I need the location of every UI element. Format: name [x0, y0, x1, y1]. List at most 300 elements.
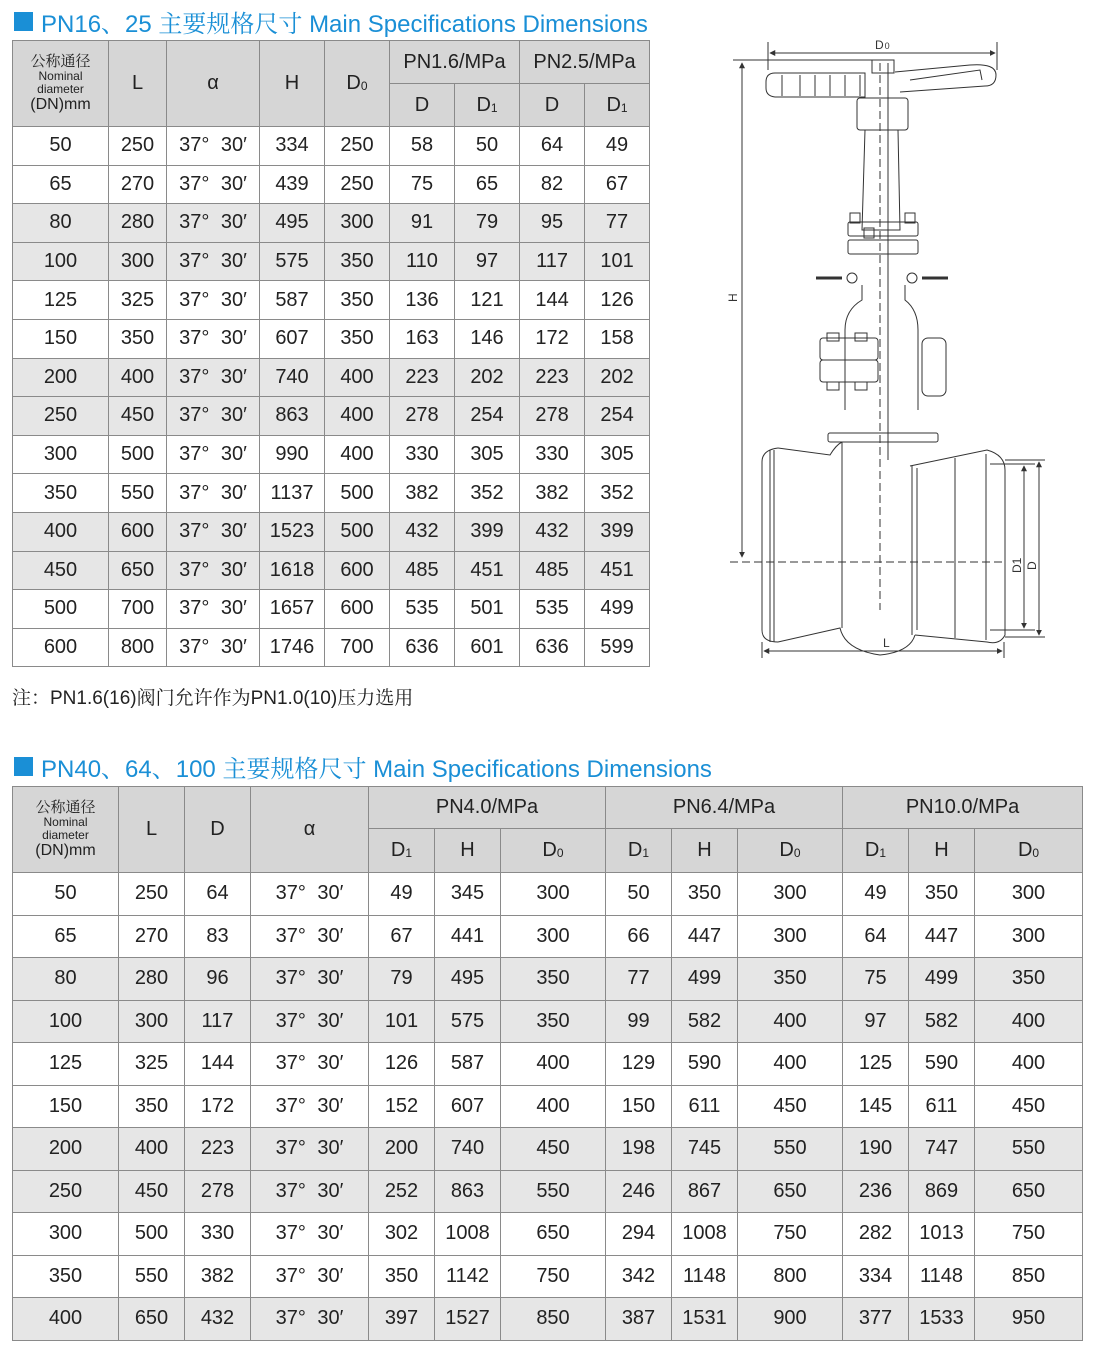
table-cell: 300	[119, 1000, 185, 1043]
table-cell: 350	[672, 873, 738, 916]
table-cell: 49	[843, 873, 909, 916]
table-cell: 850	[501, 1298, 606, 1341]
table-cell: 117	[520, 242, 585, 281]
table-cell: 280	[119, 958, 185, 1001]
footnote: 注：PN1.6(16)阀门允许作为PN1.0(10)压力选用	[12, 688, 414, 709]
table-cell: 37° 30′	[167, 474, 260, 513]
table-cell: 650	[975, 1170, 1083, 1213]
spec-table-pn40-64-100	[12, 786, 1083, 1341]
table-cell: 83	[185, 915, 251, 958]
table-row	[13, 628, 650, 667]
table-row	[13, 435, 650, 474]
table-cell: 67	[369, 915, 435, 958]
table-cell: 65	[455, 165, 520, 204]
table-cell: 125	[843, 1043, 909, 1086]
square-bullet-icon	[14, 757, 33, 776]
table-cell: 1618	[260, 551, 325, 590]
table-cell: 300	[975, 915, 1083, 958]
header-nominal-diameter: 公称通径 Nominal diameter (DN)mm	[13, 787, 119, 873]
table-cell: 37° 30′	[167, 435, 260, 474]
header-alpha: α	[167, 41, 260, 127]
table-cell: 100	[13, 1000, 119, 1043]
table-cell: 451	[455, 551, 520, 590]
table-cell: 75	[843, 958, 909, 1001]
table-cell: 294	[606, 1213, 672, 1256]
table-cell: 400	[501, 1043, 606, 1086]
table-cell: 150	[13, 1085, 119, 1128]
table-cell: 37° 30′	[251, 1085, 369, 1128]
table-cell: 590	[672, 1043, 738, 1086]
table-cell: 350	[325, 242, 390, 281]
gate-valve-diagram	[700, 30, 1100, 670]
table-cell: 223	[185, 1128, 251, 1171]
table-row	[13, 1298, 1083, 1341]
table-cell: 397	[369, 1298, 435, 1341]
table-row	[13, 319, 650, 358]
table-cell: 400	[325, 435, 390, 474]
header-group-pn1-6: PN1.6/MPa	[390, 41, 520, 84]
table-cell: 65	[13, 915, 119, 958]
table-cell: 150	[606, 1085, 672, 1128]
table-cell: 500	[325, 512, 390, 551]
table-cell: 700	[109, 590, 167, 629]
table-cell: 37° 30′	[167, 204, 260, 243]
table-cell: 334	[260, 127, 325, 166]
table-row	[13, 474, 650, 513]
table-cell: 129	[606, 1043, 672, 1086]
header-pn25-D1: $D_1$	[585, 84, 650, 127]
table-row	[13, 1213, 1083, 1256]
table-cell: 611	[909, 1085, 975, 1128]
table-cell: 101	[369, 1000, 435, 1043]
table-cell: 37° 30′	[167, 127, 260, 166]
table-cell: 447	[672, 915, 738, 958]
table-cell: 500	[325, 474, 390, 513]
table-cell: 582	[909, 1000, 975, 1043]
table-row	[13, 242, 650, 281]
table-cell: 254	[585, 397, 650, 436]
table-cell: 850	[975, 1255, 1083, 1298]
section-title-pn40-64-100	[14, 749, 712, 784]
table-cell: 550	[501, 1170, 606, 1213]
table-row	[13, 1170, 1083, 1213]
table-cell: 700	[325, 628, 390, 667]
table-cell: 66	[606, 915, 672, 958]
table-cell: 250	[325, 127, 390, 166]
table-cell: 126	[585, 281, 650, 320]
table-cell: 350	[119, 1085, 185, 1128]
table-cell: 550	[109, 474, 167, 513]
table-cell: 200	[13, 358, 109, 397]
table-cell: 280	[109, 204, 167, 243]
table-cell: 382	[185, 1255, 251, 1298]
section-title-text: PN16、25 主要规格尺寸 Main Specifications Dimensions	[41, 11, 648, 38]
table-cell: 125	[13, 281, 109, 320]
table-cell: 747	[909, 1128, 975, 1171]
table-cell: 67	[585, 165, 650, 204]
table-cell: 334	[843, 1255, 909, 1298]
table-cell: 300	[975, 873, 1083, 916]
table-cell: 330	[390, 435, 455, 474]
table-cell: 600	[13, 628, 109, 667]
table-cell: 450	[13, 551, 109, 590]
table-cell: 236	[843, 1170, 909, 1213]
table-cell: 1531	[672, 1298, 738, 1341]
table-cell: 650	[738, 1170, 843, 1213]
table-row	[13, 1255, 1083, 1298]
table-cell: 485	[520, 551, 585, 590]
header-L: L	[109, 41, 167, 127]
section-title-text: PN40、64、100 主要规格尺寸 Main Specifications Dimensions	[41, 756, 712, 783]
label-D: D	[1025, 561, 1039, 570]
table-cell: 330	[185, 1213, 251, 1256]
table-row	[13, 1043, 1083, 1086]
table-cell: 575	[260, 242, 325, 281]
table-cell: 350	[501, 1000, 606, 1043]
valve-body	[730, 285, 1005, 655]
table-cell: 37° 30′	[167, 165, 260, 204]
table-cell: 450	[119, 1170, 185, 1213]
header-pn40-D0: $D_0$	[501, 829, 606, 873]
table-row	[13, 127, 650, 166]
table-cell: 80	[13, 958, 119, 1001]
table-cell: 352	[455, 474, 520, 513]
table-cell: 750	[975, 1213, 1083, 1256]
table-cell: 37° 30′	[251, 1043, 369, 1086]
table-cell: 800	[738, 1255, 843, 1298]
header-alpha: α	[251, 787, 369, 873]
header-pn64-D1: $D_1$	[606, 829, 672, 873]
header-H: H	[260, 41, 325, 127]
table-cell: 37° 30′	[167, 628, 260, 667]
table-cell: 382	[390, 474, 455, 513]
table-cell: 97	[843, 1000, 909, 1043]
table-cell: 223	[390, 358, 455, 397]
table-cell: 250	[13, 1170, 119, 1213]
table-cell: 607	[260, 319, 325, 358]
table-cell: 450	[738, 1085, 843, 1128]
table-cell: 500	[13, 590, 109, 629]
table-cell: 1137	[260, 474, 325, 513]
table-cell: 350	[501, 958, 606, 1001]
header-pn25-D: D	[520, 84, 585, 127]
table-cell: 146	[455, 319, 520, 358]
table-cell: 382	[520, 474, 585, 513]
table-cell: 740	[260, 358, 325, 397]
table-cell: 254	[455, 397, 520, 436]
table-cell: 37° 30′	[251, 958, 369, 1001]
table-cell: 350	[325, 281, 390, 320]
table-cell: 305	[585, 435, 650, 474]
table-cell: 342	[606, 1255, 672, 1298]
table-cell: 447	[909, 915, 975, 958]
table-cell: 432	[185, 1298, 251, 1341]
table-cell: 97	[455, 242, 520, 281]
table-cell: 1148	[672, 1255, 738, 1298]
table-cell: 305	[455, 435, 520, 474]
table-cell: 117	[185, 1000, 251, 1043]
table-cell: 37° 30′	[251, 1213, 369, 1256]
table-cell: 270	[119, 915, 185, 958]
table-cell: 350	[325, 319, 390, 358]
table-cell: 121	[455, 281, 520, 320]
table-row	[13, 1000, 1083, 1043]
table-cell: 500	[109, 435, 167, 474]
table-cell: 869	[909, 1170, 975, 1213]
square-bullet-icon	[14, 12, 33, 31]
table-cell: 37° 30′	[251, 1298, 369, 1341]
table-cell: 37° 30′	[167, 512, 260, 551]
table-cell: 867	[672, 1170, 738, 1213]
dimension-H	[726, 60, 880, 557]
table-cell: 163	[390, 319, 455, 358]
table-cell: 400	[119, 1128, 185, 1171]
table-row	[13, 1085, 1083, 1128]
table-cell: 750	[501, 1255, 606, 1298]
table-cell: 223	[520, 358, 585, 397]
table-cell: 64	[185, 873, 251, 916]
table-cell: 590	[909, 1043, 975, 1086]
header-pn40-D1: $D_1$	[369, 829, 435, 873]
table-cell: 501	[455, 590, 520, 629]
table-cell: 499	[672, 958, 738, 1001]
table-cell: 91	[390, 204, 455, 243]
table-cell: 350	[369, 1255, 435, 1298]
table-row	[13, 165, 650, 204]
table-cell: 95	[520, 204, 585, 243]
table-row	[13, 204, 650, 243]
header-L: L	[119, 787, 185, 873]
table-row	[13, 590, 650, 629]
bonnet-flange	[816, 213, 948, 283]
yoke	[857, 63, 908, 610]
table-row	[13, 1128, 1083, 1171]
table-cell: 495	[435, 958, 501, 1001]
table-cell: 278	[185, 1170, 251, 1213]
table-cell: 599	[585, 628, 650, 667]
table-cell: 450	[109, 397, 167, 436]
table-cell: 125	[13, 1043, 119, 1086]
table-cell: 350	[975, 958, 1083, 1001]
table-cell: 377	[843, 1298, 909, 1341]
table-row	[13, 873, 1083, 916]
header-D: D	[185, 787, 251, 873]
table-cell: 345	[435, 873, 501, 916]
table-cell: 246	[606, 1170, 672, 1213]
header-group-pn4-0: PN4.0/MPa	[369, 787, 606, 829]
header-pn16-D: D	[390, 84, 455, 127]
table-cell: 50	[13, 873, 119, 916]
table-cell: 450	[975, 1085, 1083, 1128]
table-cell: 441	[435, 915, 501, 958]
table-cell: 399	[585, 512, 650, 551]
table-cell: 650	[501, 1213, 606, 1256]
table-cell: 400	[738, 1000, 843, 1043]
table-cell: 800	[109, 628, 167, 667]
table-cell: 82	[520, 165, 585, 204]
table-row	[13, 397, 650, 436]
table-cell: 450	[501, 1128, 606, 1171]
table-cell: 158	[585, 319, 650, 358]
table-cell: 37° 30′	[167, 590, 260, 629]
table-cell: 49	[585, 127, 650, 166]
section-title-pn16-25	[14, 4, 648, 39]
table-cell: 400	[738, 1043, 843, 1086]
table-cell: 96	[185, 958, 251, 1001]
table-cell: 1533	[909, 1298, 975, 1341]
table-cell: 58	[390, 127, 455, 166]
table-cell: 550	[119, 1255, 185, 1298]
table-cell: 863	[435, 1170, 501, 1213]
table-cell: 300	[738, 873, 843, 916]
handwheel	[766, 60, 996, 97]
table-cell: 37° 30′	[251, 1170, 369, 1213]
table-cell: 485	[390, 551, 455, 590]
table-cell: 172	[520, 319, 585, 358]
table-cell: 300	[738, 915, 843, 958]
table-cell: 300	[501, 915, 606, 958]
table-cell: 37° 30′	[251, 915, 369, 958]
header-pn16-D1: $D_1$	[455, 84, 520, 127]
table-cell: 1523	[260, 512, 325, 551]
table-cell: 535	[390, 590, 455, 629]
header-pn40-H: H	[435, 829, 501, 873]
table-cell: 650	[109, 551, 167, 590]
table-cell: 432	[520, 512, 585, 551]
table-cell: 863	[260, 397, 325, 436]
table-cell: 198	[606, 1128, 672, 1171]
table-cell: 387	[606, 1298, 672, 1341]
table-cell: 145	[843, 1085, 909, 1128]
table-cell: 607	[435, 1085, 501, 1128]
table-cell: 325	[119, 1043, 185, 1086]
table-cell: 611	[672, 1085, 738, 1128]
table-row	[13, 512, 650, 551]
table-cell: 400	[501, 1085, 606, 1128]
table-cell: 152	[369, 1085, 435, 1128]
header-group-pn2-5: PN2.5/MPa	[520, 41, 650, 84]
table-cell: 77	[585, 204, 650, 243]
header-pn100-D0: $D_0$	[975, 829, 1083, 873]
table-cell: 499	[909, 958, 975, 1001]
table-cell: 37° 30′	[251, 1128, 369, 1171]
table-cell: 550	[975, 1128, 1083, 1171]
table-cell: 1657	[260, 590, 325, 629]
table-cell: 495	[260, 204, 325, 243]
table-cell: 352	[585, 474, 650, 513]
table-cell: 37° 30′	[167, 551, 260, 590]
table-cell: 601	[455, 628, 520, 667]
table-cell: 432	[390, 512, 455, 551]
table-row	[13, 358, 650, 397]
label-D0: D0	[875, 38, 890, 52]
table-cell: 202	[455, 358, 520, 397]
table-cell: 575	[435, 1000, 501, 1043]
table-cell: 300	[109, 242, 167, 281]
table-row	[13, 551, 650, 590]
label-L: L	[883, 636, 890, 650]
table-cell: 64	[520, 127, 585, 166]
table-cell: 1008	[672, 1213, 738, 1256]
table-cell: 1527	[435, 1298, 501, 1341]
label-D1: D1	[1010, 557, 1024, 573]
table-cell: 79	[369, 958, 435, 1001]
table-cell: 300	[13, 435, 109, 474]
table-cell: 636	[390, 628, 455, 667]
header-pn100-H: H	[909, 829, 975, 873]
table-cell: 350	[13, 1255, 119, 1298]
table-cell: 950	[975, 1298, 1083, 1341]
table-cell: 101	[585, 242, 650, 281]
table-cell: 587	[260, 281, 325, 320]
table-cell: 600	[325, 551, 390, 590]
table-cell: 400	[325, 358, 390, 397]
table-cell: 80	[13, 204, 109, 243]
table-cell: 50	[455, 127, 520, 166]
table-cell: 745	[672, 1128, 738, 1171]
table-cell: 100	[13, 242, 109, 281]
table-cell: 99	[606, 1000, 672, 1043]
table-cell: 278	[520, 397, 585, 436]
table-cell: 37° 30′	[167, 242, 260, 281]
table-cell: 250	[13, 397, 109, 436]
table-cell: 252	[369, 1170, 435, 1213]
table-cell: 350	[13, 474, 109, 513]
table-cell: 64	[843, 915, 909, 958]
table-cell: 126	[369, 1043, 435, 1086]
table-cell: 451	[585, 551, 650, 590]
table-cell: 500	[119, 1213, 185, 1256]
table-cell: 202	[585, 358, 650, 397]
table-cell: 300	[13, 1213, 119, 1256]
table-cell: 740	[435, 1128, 501, 1171]
table-cell: 400	[975, 1000, 1083, 1043]
spec-table-pn16-25	[12, 40, 650, 667]
table-cell: 1746	[260, 628, 325, 667]
table-cell: 300	[501, 873, 606, 916]
table-cell: 1008	[435, 1213, 501, 1256]
table-cell: 499	[585, 590, 650, 629]
table-cell: 330	[520, 435, 585, 474]
table-cell: 582	[672, 1000, 738, 1043]
label-H: H	[726, 293, 740, 302]
header-pn64-H: H	[672, 829, 738, 873]
table-cell: 37° 30′	[251, 873, 369, 916]
table-row	[13, 958, 1083, 1001]
table-cell: 200	[369, 1128, 435, 1171]
table-cell: 990	[260, 435, 325, 474]
table-cell: 350	[738, 958, 843, 1001]
table-cell: 136	[390, 281, 455, 320]
header-group-pn10-0: PN10.0/MPa	[843, 787, 1083, 829]
table-cell: 37° 30′	[167, 397, 260, 436]
table-cell: 1142	[435, 1255, 501, 1298]
table-cell: 37° 30′	[167, 281, 260, 320]
table-cell: 250	[119, 873, 185, 916]
table-cell: 278	[390, 397, 455, 436]
header-pn64-D0: $D_0$	[738, 829, 843, 873]
table-cell: 110	[390, 242, 455, 281]
header-pn100-D1: $D_1$	[843, 829, 909, 873]
table-cell: 535	[520, 590, 585, 629]
header-nominal-diameter: 公称通径 Nominal diameter (DN)mm	[13, 41, 109, 127]
table-cell: 400	[109, 358, 167, 397]
dimension-D1-D	[990, 460, 1045, 637]
table-row	[13, 915, 1083, 958]
header-group-pn6-4: PN6.4/MPa	[606, 787, 843, 829]
table-cell: 587	[435, 1043, 501, 1086]
table-cell: 282	[843, 1213, 909, 1256]
